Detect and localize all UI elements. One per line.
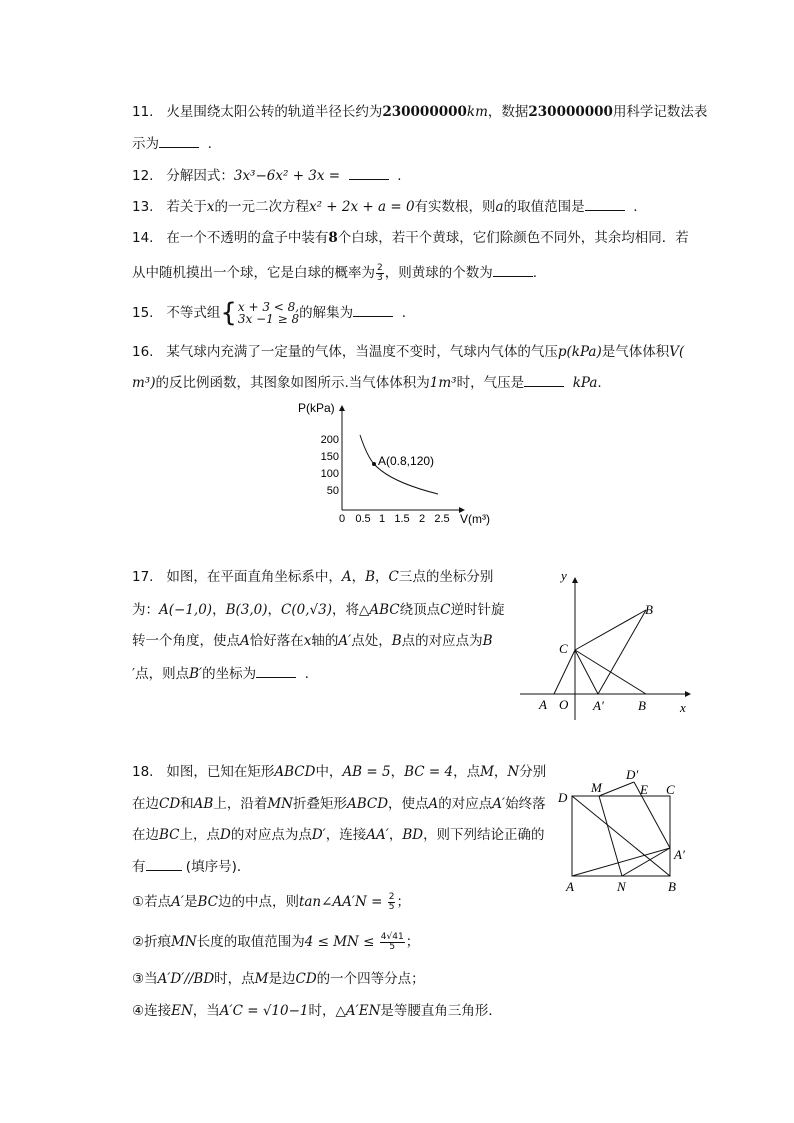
x-tick-2: 2 <box>418 513 426 525</box>
q17-line2: 为：A(−1,0)，B(3,0)，C(0,√3)，将△ABC绕顶点C逆时针旋 <box>132 602 505 618</box>
q18-option-4: ④连接EN，当A′C = √10−1时，△A′EN是等腰直角三角形． <box>132 1003 502 1019</box>
segment-cb2 <box>575 610 646 650</box>
q13: 13. 若关于x的一元二次方程x² + 2x + a = 0有实数根，则a的取值范围是 . <box>132 196 638 217</box>
q17-line3: 转一个角度，使点A恰好落在x轴的A′点处，B点的对应点为B <box>132 633 493 649</box>
q16-line1: 16. 某气球内充满了一定量的气体，当温度不变时，气球内气体的气压p(kPa)是气体体积V( <box>132 344 685 360</box>
q11-line1: 11. 火星围绕太阳公转的轨道半径长约为230000000km，数据230000000用科学记数法表 <box>132 104 708 120</box>
fold-line-mn <box>599 796 622 876</box>
fig18-label-a: A <box>566 879 574 894</box>
answer-blank-14[interactable] <box>493 262 533 277</box>
y-tick-150: 150 <box>320 451 339 463</box>
y-tick-50: 50 <box>326 485 339 497</box>
fig17-label-c: C <box>559 641 568 656</box>
x-tick-0: 0 <box>338 513 346 525</box>
x-axis-label: V(m³) <box>460 512 490 526</box>
answer-blank-15[interactable] <box>353 302 393 317</box>
point-a <box>372 462 376 466</box>
fig18-label-b: B <box>668 879 676 894</box>
fig18-label-e: E <box>640 782 648 797</box>
system-brace: { <box>220 298 237 328</box>
pressure-volume-graph <box>292 398 512 533</box>
q15: 15. 不等式组{ x + 3 < 8, 3x −1 ≥ 8 的解集为 . <box>132 298 407 328</box>
answer-blank-16[interactable] <box>524 372 564 387</box>
fig17-label-a-prime: A′ <box>593 698 604 713</box>
inequality-system: x + 3 < 8, 3x −1 ≥ 8 <box>237 300 300 326</box>
fig18-label-c: C <box>666 782 675 797</box>
q18-line4: 有 (填序号)． <box>132 856 250 877</box>
fig17-label-x: x <box>680 700 686 715</box>
point-a-label: A(0.8,120) <box>378 454 435 468</box>
x-tick-0.5: 0.5 <box>355 513 371 525</box>
fig18-label-m: M <box>591 780 602 795</box>
answer-blank-17[interactable] <box>256 663 296 678</box>
fraction-two-thirds: $\frac{2}{3}$ <box>377 262 383 283</box>
fig18-label-d-prime: D′ <box>626 767 639 782</box>
fig17-label-b-top: B <box>645 602 653 617</box>
q17-line4: ′点，则点B′的坐标为 . <box>132 663 309 684</box>
x-tick-1.5: 1.5 <box>394 513 410 525</box>
answer-blank-13[interactable] <box>585 196 625 211</box>
fig18-label-d: D <box>558 790 568 805</box>
x-tick-2.5: 2.5 <box>434 513 450 525</box>
fig17-label-y: y <box>561 568 567 583</box>
q16-line2: m³)的反比例函数，其图象如图所示.当气体体积为1m³时，气压是 kPa. <box>132 372 602 393</box>
q18-line2: 在边CD和AB上，沿着MN折叠矩形ABCD，使点A的对应点A′始终落 <box>132 796 546 812</box>
q14-line1: 14. 在一个不透明的盒子中装有8个白球，若干个黄球，它们除颜色不同外，其余均相同．若 <box>132 230 689 246</box>
fraction-4sqrt41-over-5: $\frac{4√41}{5}$ <box>380 931 404 952</box>
q18-option-2: ②折痕MN长度的取值范围为4 ≤ MN ≤ $\frac{4√41}{5}$ ； <box>132 931 420 952</box>
fig17-label-o: O <box>559 697 569 712</box>
segment-ac <box>554 650 575 694</box>
fig17-label-b: B <box>638 698 646 713</box>
y-axis-label: P(kPa) <box>298 401 335 415</box>
answer-blank-11[interactable] <box>159 133 199 148</box>
y-tick-200: 200 <box>320 434 339 446</box>
q11-line2: 示为 . <box>132 133 212 154</box>
fig17-label-a: A <box>539 697 547 712</box>
q17-line1: 17. 如图，在平面直角坐标系中，A，B，C三点的坐标分别 <box>132 569 494 585</box>
segment-a2b2 <box>598 610 646 694</box>
segment-na2 <box>622 848 670 876</box>
figure-17-coordinate-plane <box>516 568 696 720</box>
figure-18-rectangle-fold <box>556 764 696 894</box>
q18-line1: 18. 如图，已知在矩形ABCD中，AB = 5，BC = 4，点M，N分别 <box>132 764 547 780</box>
answer-blank-12[interactable] <box>349 165 389 180</box>
x-tick-1: 1 <box>378 513 386 525</box>
segment-bd <box>572 796 670 876</box>
fig18-label-a-prime: A′ <box>674 847 685 862</box>
q14-line2: 从中随机摸出一个球，它是白球的概率为 $\frac{2}{3}$ ，则黄球的个数为 . <box>132 262 538 283</box>
q18-option-3: ③当A′D′//BD时，点M是边CD的一个四等分点； <box>132 971 425 987</box>
segment-md2 <box>599 782 634 796</box>
q18-option-1: ①若点A′是BC边的中点，则tan∠AA′N = $\frac{2}{5}$ ； <box>132 891 410 912</box>
fraction-two-fifths: $\frac{2}{5}$ <box>388 891 395 912</box>
answer-blank-18[interactable] <box>146 856 182 871</box>
q18-line3: 在边BC上，点D的对应点为点D′，连接AA′，BD，则下列结论正确的 <box>132 827 545 843</box>
q12: 12. 分解因式：3x³−6x² + 3x = . <box>132 165 402 186</box>
y-tick-100: 100 <box>320 468 339 480</box>
fig18-label-n: N <box>617 879 626 894</box>
